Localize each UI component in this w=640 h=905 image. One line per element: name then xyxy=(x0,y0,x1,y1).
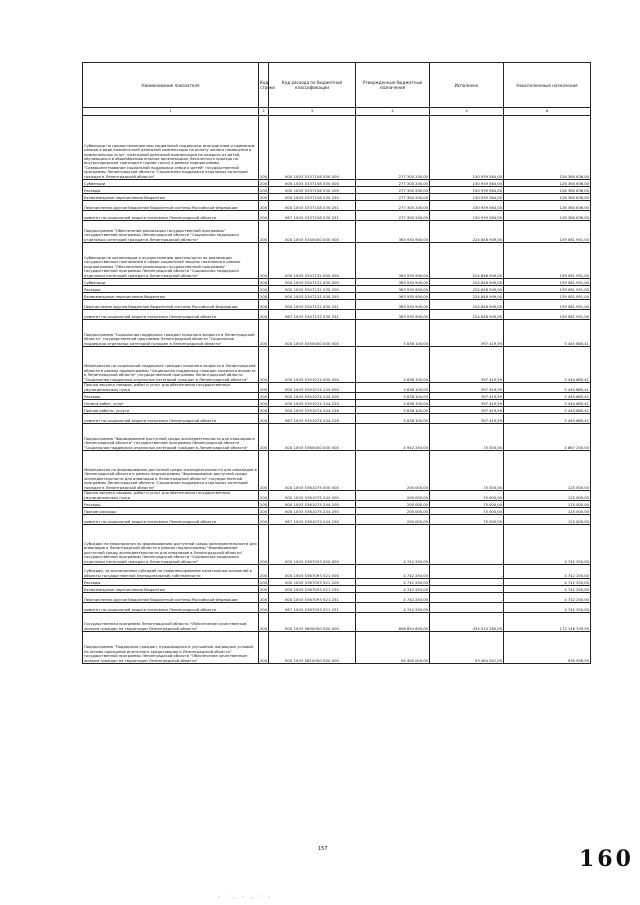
cell-unexecuted: 139 081 951,00 xyxy=(504,310,591,320)
table-row xyxy=(83,603,591,613)
cell-classification-code: 000 1003 5337158 000 000 xyxy=(269,116,356,180)
cell-executed: 150 939 564,00 xyxy=(430,194,504,201)
cell-executed: - xyxy=(430,565,504,579)
cell-approved: 4 742 250,00 xyxy=(356,565,430,579)
cell-line-code: 200 xyxy=(259,347,269,383)
page-stamp-number: 160 xyxy=(579,846,634,872)
cell-unexecuted: 126 360 636,00 xyxy=(504,194,591,201)
cell-unexecuted: 5 440 680,41 xyxy=(504,407,591,414)
cell-unexecuted: 139 081 951,00 xyxy=(504,243,591,279)
cell-line-code: 200 xyxy=(259,393,269,400)
scan-artifact xyxy=(215,893,275,901)
cell-approved: 277 300 200,00 xyxy=(356,116,430,180)
cell-approved: 277 300 200,00 xyxy=(356,180,430,187)
cell-unexecuted: 139 081 951,00 xyxy=(504,221,591,243)
table-row xyxy=(83,180,591,187)
cell-classification-code: 000 1003 5367093 521 251 xyxy=(269,593,356,603)
cell-approved: 4 742 250,00 xyxy=(356,593,430,603)
cell-unexecuted: 126 360 636,00 xyxy=(504,201,591,211)
cell-unexecuted: 5 440 680,41 xyxy=(504,393,591,400)
cell-indicator-name: комитет по социальной защите населения Ленинградской области xyxy=(83,211,259,221)
header-unexecuted: Неисполненные назначения xyxy=(504,63,591,108)
table-header-row xyxy=(83,63,591,108)
cell-approved: 5 838 100,00 xyxy=(356,320,430,347)
cell-classification-code: 000 1003 5351074 244 226 xyxy=(269,407,356,414)
cell-classification-code: 000 1003 5351074 000 000 xyxy=(269,347,356,383)
cell-line-code: 200 xyxy=(259,491,269,501)
cell-line-code: 200 xyxy=(259,613,269,632)
cell-classification-code: 000 1003 5337158 530 250 xyxy=(269,194,356,201)
table-row xyxy=(83,293,591,300)
cell-unexecuted: 126 360 636,00 xyxy=(504,180,591,187)
column-number: 1 xyxy=(83,108,259,116)
cell-line-code: 200 xyxy=(259,187,269,194)
cell-classification-code: 000 1003 5337158 530 251 xyxy=(269,201,356,211)
table-row xyxy=(83,347,591,383)
cell-indicator-name: Расходы xyxy=(83,579,259,586)
cell-unexecuted: 5 440 680,41 xyxy=(504,414,591,424)
cell-indicator-name: Государственная программа Ленинградской области "Обеспечение качественным жильем граждан на территории Ленинградской области" xyxy=(83,613,259,632)
cell-line-code: 200 xyxy=(259,501,269,508)
cell-indicator-name: Подпрограмма "Социальная поддержка граждан пожилого возраста в Ленинградской области" государственной программы Ленинградской области "Социальная поддержка отдельных категорий граждан в Ленинградской области" xyxy=(83,320,259,347)
column-number: 5 xyxy=(430,108,504,116)
cell-line-code: 200 xyxy=(259,320,269,347)
cell-classification-code: 987 1003 5347132 530 251 xyxy=(269,310,356,320)
cell-line-code: 200 xyxy=(259,383,269,393)
cell-line-code: 200 xyxy=(259,525,269,565)
cell-executed: - xyxy=(430,525,504,565)
cell-line-code: 200 xyxy=(259,515,269,525)
cell-classification-code: 987 1003 5337158 530 251 xyxy=(269,211,356,221)
cell-executed: - xyxy=(430,579,504,586)
cell-indicator-name: Расходы xyxy=(83,187,259,194)
cell-executed: 224 848 949,00 xyxy=(430,243,504,279)
cell-approved: 200 000,00 xyxy=(356,508,430,515)
cell-indicator-name: Расходы xyxy=(83,286,259,293)
cell-approved: 4 742 250,00 xyxy=(356,579,430,586)
cell-approved: 200 000,00 xyxy=(356,491,430,501)
cell-executed: 150 939 564,00 xyxy=(430,116,504,180)
cell-approved: 363 930 900,00 xyxy=(356,286,430,293)
cell-approved: 5 838 100,00 xyxy=(356,347,430,383)
table-row xyxy=(83,593,591,603)
cell-indicator-name: Субвенции по предоставлению мер социальной поддержки многодетным и приемным семьям в виде ежемесячной денежной компенсации на оплату жилого помещения и коммунальных услуг, ежегодной денежной компенсации на каждого из детей, обучающихся в общеобразовательных организациях, бесплатного проезда на внутригородском транспорте (кроме такси) в рамках подпрограммы "Совершенствование социальной поддержки семьи и детей" государственной программы Ленинградской области "Социальная поддержка отдельных категорий граждан в Ленинградской области" xyxy=(83,116,259,180)
table-row xyxy=(83,279,591,286)
cell-executed: 150 939 564,00 xyxy=(430,180,504,187)
table-row xyxy=(83,221,591,243)
cell-executed: 224 848 949,00 xyxy=(430,293,504,300)
cell-unexecuted: 125 000,00 xyxy=(504,451,591,491)
cell-approved: 200 000,00 xyxy=(356,515,430,525)
table-row xyxy=(83,424,591,451)
cell-approved: 606 654 600,00 xyxy=(356,613,430,632)
cell-classification-code: 000 1003 5351074 244 000 xyxy=(269,383,356,393)
cell-line-code: 200 xyxy=(259,293,269,300)
table-row xyxy=(83,501,591,508)
cell-approved: 363 930 900,00 xyxy=(356,293,430,300)
cell-classification-code: 000 1003 5610000 000 000 xyxy=(269,632,356,664)
cell-approved: 277 300 200,00 xyxy=(356,201,430,211)
cell-approved: 5 838 100,00 xyxy=(356,393,430,400)
cell-unexecuted: 126 360 636,00 xyxy=(504,187,591,194)
table-row xyxy=(83,414,591,424)
cell-executed: 75 000,00 xyxy=(430,491,504,501)
cell-line-code: 200 xyxy=(259,116,269,180)
cell-approved: 4 742 250,00 xyxy=(356,525,430,565)
column-number: 2 xyxy=(259,108,269,116)
cell-indicator-name: Безвозмездные перечисления бюджетам xyxy=(83,293,259,300)
cell-line-code: 200 xyxy=(259,221,269,243)
cell-approved: 363 930 900,00 xyxy=(356,279,430,286)
cell-classification-code: 000 1003 5347132 000 000 xyxy=(269,243,356,279)
cell-classification-code: 000 1003 5337158 530 000 xyxy=(269,180,356,187)
cell-unexecuted: 172 146 339,95 xyxy=(504,613,591,632)
cell-executed: - xyxy=(430,603,504,613)
cell-indicator-name: Мероприятия по формированию доступной среды жизнедеятельности для инвалидов в Ленинградской области в рамках подпрограммы "Формирование доступной среды жизнедеятельности для инвалидов в Ленинградской области" государственной программы Ленинградской области "Социальная поддержка отдельных категорий граждан в Ленинградской области" xyxy=(83,451,259,491)
cell-executed: 397 419,59 xyxy=(430,407,504,414)
cell-approved: 363 930 900,00 xyxy=(356,243,430,279)
cell-line-code: 200 xyxy=(259,201,269,211)
table-row xyxy=(83,491,591,501)
cell-line-code: 200 xyxy=(259,407,269,414)
cell-executed: 75 000,00 xyxy=(430,501,504,508)
cell-classification-code: 000 1003 5337158 530 200 xyxy=(269,187,356,194)
cell-indicator-name: Перечисления другим бюджетам бюджетной системы Российской Федерации xyxy=(83,201,259,211)
cell-indicator-name: Прочие работы, услуги xyxy=(83,407,259,414)
cell-approved: 277 300 200,00 xyxy=(356,187,430,194)
cell-approved: 5 838 100,00 xyxy=(356,407,430,414)
cell-classification-code: 000 1003 5367093 521 000 xyxy=(269,565,356,579)
cell-executed: 150 939 564,00 xyxy=(430,201,504,211)
cell-executed: 224 848 949,00 xyxy=(430,300,504,310)
cell-line-code: 200 xyxy=(259,565,269,579)
cell-approved: 4 742 250,00 xyxy=(356,586,430,593)
column-number: 4 xyxy=(356,108,430,116)
cell-line-code: 200 xyxy=(259,586,269,593)
cell-indicator-name: Безвозмездные перечисления бюджетам xyxy=(83,586,259,593)
cell-executed: 150 939 564,00 xyxy=(430,187,504,194)
cell-line-code: 200 xyxy=(259,603,269,613)
cell-line-code: 200 xyxy=(259,400,269,407)
cell-indicator-name: Безвозмездные перечисления бюджетам xyxy=(83,194,259,201)
cell-unexecuted: 4 742 250,00 xyxy=(504,525,591,565)
cell-indicator-name: Прочая закупка товаров, работ и услуг для обеспечения государственных (муниципальных) нужд xyxy=(83,383,259,393)
cell-indicator-name: Субвенции по организации и осуществлению деятельности по реализации государственных полномочий в сфере социальной защиты населения в рамках подпрограммы "Обеспечение реализации государственной программы" государственной программы Ленинградской области "Социальная поддержка отдельных категорий граждан в Ленинградской области" xyxy=(83,243,259,279)
cell-classification-code: 987 1003 5361075 244 290 xyxy=(269,515,356,525)
cell-unexecuted: 125 000,00 xyxy=(504,508,591,515)
table-row xyxy=(83,632,591,664)
cell-indicator-name: Мероприятия по социальной поддержке граждан пожилого возраста в Ленинградской области в рамках подпрограммы "Социальная поддержка граждан пожилого возраста в Ленинградской области" государственной программы Ленинградской области "Социальная поддержка отдельных категорий граждан в Ленинградской области" xyxy=(83,347,259,383)
cell-unexecuted: 935 958,95 xyxy=(504,632,591,664)
cell-indicator-name: Подпрограмма "Поддержка граждан, нуждающихся в улучшении жилищных условий, на основе принципов ипотечного кредитования в Ленинградской области" государственной программы Ленинградской области "Обеспечение качественным жильем граждан на территории Ленинградской области" xyxy=(83,632,259,664)
cell-line-code: 200 xyxy=(259,279,269,286)
cell-line-code: 200 xyxy=(259,414,269,424)
table-row xyxy=(83,286,591,293)
cell-unexecuted: 4 742 250,00 xyxy=(504,586,591,593)
cell-indicator-name: Прочие расходы xyxy=(83,508,259,515)
cell-executed: 434 510 260,05 xyxy=(430,613,504,632)
cell-indicator-name: Подпрограмма "Формирование доступной среды жизнедеятельности для инвалидов в Ленинградской области" государственной программы Ленинградской области "Социальная поддержка отдельных категорий граждан в Ленинградской области" xyxy=(83,424,259,451)
cell-classification-code: 000 1003 5367093 521 200 xyxy=(269,579,356,586)
cell-executed: 397 419,59 xyxy=(430,400,504,407)
cell-classification-code: 987 1003 5367093 521 251 xyxy=(269,603,356,613)
table-row xyxy=(83,300,591,310)
cell-unexecuted: 139 081 951,00 xyxy=(504,293,591,300)
cell-unexecuted: 139 081 951,00 xyxy=(504,286,591,293)
cell-approved: 363 930 900,00 xyxy=(356,310,430,320)
cell-unexecuted: 4 742 250,00 xyxy=(504,565,591,579)
cell-classification-code: 000 1003 5351074 244 200 xyxy=(269,393,356,400)
cell-unexecuted: 5 440 680,41 xyxy=(504,383,591,393)
cell-indicator-name: Прочая закупка товаров, работ и услуг для обеспечения государственных (муниципальных) нужд xyxy=(83,491,259,501)
header-line-code: Код строки xyxy=(259,63,269,108)
cell-indicator-name: комитет по социальной защите населения Ленинградской области xyxy=(83,310,259,320)
cell-unexecuted: 5 440 680,41 xyxy=(504,320,591,347)
cell-line-code: 200 xyxy=(259,194,269,201)
cell-executed: 397 419,59 xyxy=(430,320,504,347)
table-row xyxy=(83,383,591,393)
cell-unexecuted: 4 867 250,00 xyxy=(504,424,591,451)
table-row xyxy=(83,525,591,565)
cell-approved: 277 300 200,00 xyxy=(356,211,430,221)
cell-line-code: 200 xyxy=(259,211,269,221)
cell-executed: 224 848 949,00 xyxy=(430,279,504,286)
cell-approved: 363 930 900,00 xyxy=(356,300,430,310)
cell-executed: 224 848 949,00 xyxy=(430,310,504,320)
cell-classification-code: 000 1003 5600000 000 000 xyxy=(269,613,356,632)
column-number-row xyxy=(83,108,591,116)
cell-executed: 75 000,00 xyxy=(430,451,504,491)
cell-executed: 150 939 564,00 xyxy=(430,211,504,221)
cell-classification-code: 000 1003 5347132 530 000 xyxy=(269,279,356,286)
cell-classification-code: 987 1003 5351074 244 226 xyxy=(269,414,356,424)
cell-executed: - xyxy=(430,593,504,603)
table-row xyxy=(83,508,591,515)
cell-line-code: 200 xyxy=(259,508,269,515)
cell-line-code: 200 xyxy=(259,451,269,491)
table-body xyxy=(83,116,591,664)
cell-executed: 224 848 949,00 xyxy=(430,221,504,243)
table-row xyxy=(83,515,591,525)
cell-line-code: 200 xyxy=(259,300,269,310)
cell-unexecuted: 125 000,00 xyxy=(504,515,591,525)
cell-classification-code: 000 1003 5347132 530 251 xyxy=(269,300,356,310)
column-number: 3 xyxy=(269,108,356,116)
cell-executed: 75 000,00 xyxy=(430,515,504,525)
cell-approved: 363 930 900,00 xyxy=(356,221,430,243)
cell-indicator-name: Подпрограмма "Обеспечение реализации государственной программы" государственной программы Ленинградской области "Социальная поддержка отдельных категорий граждан в Ленинградской области" xyxy=(83,221,259,243)
cell-line-code: 200 xyxy=(259,286,269,293)
table-row xyxy=(83,310,591,320)
cell-line-code: 200 xyxy=(259,310,269,320)
cell-unexecuted: 126 360 636,00 xyxy=(504,116,591,180)
cell-classification-code: 000 1003 5360000 000 000 xyxy=(269,424,356,451)
header-indicator-name: Наименование показателя xyxy=(83,63,259,108)
cell-indicator-name: комитет по социальной защите населения Ленинградской области xyxy=(83,414,259,424)
table-row xyxy=(83,211,591,221)
cell-indicator-name: Расходы xyxy=(83,501,259,508)
table-row xyxy=(83,565,591,579)
table-row xyxy=(83,393,591,400)
cell-executed: 75 000,00 xyxy=(430,508,504,515)
cell-classification-code: 000 1003 5361075 000 000 xyxy=(269,451,356,491)
cell-indicator-name: комитет по социальной защите населения Ленинградской области xyxy=(83,515,259,525)
table-row xyxy=(83,194,591,201)
cell-classification-code: 000 1003 5347132 530 200 xyxy=(269,286,356,293)
cell-approved: 5 838 100,00 xyxy=(356,400,430,407)
cell-executed: 75 000,00 xyxy=(430,424,504,451)
column-number: 6 xyxy=(504,108,591,116)
cell-approved: 5 838 100,00 xyxy=(356,383,430,393)
cell-classification-code: 000 1003 5367093 521 250 xyxy=(269,586,356,593)
table-row xyxy=(83,451,591,491)
table-row xyxy=(83,116,591,180)
cell-unexecuted: 5 440 680,41 xyxy=(504,400,591,407)
cell-line-code: 200 xyxy=(259,424,269,451)
table-row xyxy=(83,586,591,593)
table-row xyxy=(83,400,591,407)
table-row xyxy=(83,187,591,194)
page-number: 157 xyxy=(318,846,328,852)
budget-execution-table xyxy=(82,62,591,664)
cell-unexecuted: 125 000,00 xyxy=(504,491,591,501)
cell-unexecuted: 4 742 250,00 xyxy=(504,593,591,603)
cell-classification-code: 000 1003 5350000 000 000 xyxy=(269,320,356,347)
cell-approved: 200 000,00 xyxy=(356,451,430,491)
cell-indicator-name: Субсидии, за исключением субсидий на софинансирование капитальных вложений в объекты государственной (муниципальной) собственности xyxy=(83,565,259,579)
cell-line-code: 200 xyxy=(259,579,269,586)
cell-indicator-name: Перечисления другим бюджетам бюджетной системы Российской Федерации xyxy=(83,593,259,603)
cell-executed: 397 419,59 xyxy=(430,414,504,424)
cell-classification-code: 000 1003 5367093 000 000 xyxy=(269,525,356,565)
cell-approved: 200 000,00 xyxy=(356,501,430,508)
cell-indicator-name: Субсидии на мероприятия по формированию доступной среды жизнедеятельности для инвалидов в Ленинградской области в рамках подпрограммы "Формирование доступной среды жизнедеятельности для инвалидов в Ленинградской области" государственной программы Ленинградской области "Социальная поддержка отдельных категорий граждан в Ленинградской области" xyxy=(83,525,259,565)
cell-line-code: 200 xyxy=(259,243,269,279)
cell-classification-code: 000 1003 5361075 244 000 xyxy=(269,491,356,501)
cell-indicator-name: комитет по социальной защите населения Ленинградской области xyxy=(83,603,259,613)
table-row xyxy=(83,243,591,279)
cell-line-code: 200 xyxy=(259,632,269,664)
cell-indicator-name: Перечисления другим бюджетам бюджетной системы Российской Федерации xyxy=(83,300,259,310)
cell-indicator-name: Субвенции xyxy=(83,279,259,286)
cell-unexecuted: 4 742 250,00 xyxy=(504,603,591,613)
cell-unexecuted: 126 360 636,00 xyxy=(504,211,591,221)
cell-classification-code: 000 1003 5347132 530 250 xyxy=(269,293,356,300)
cell-indicator-name: Расходы xyxy=(83,393,259,400)
cell-indicator-name: Оплата работ, услуг xyxy=(83,400,259,407)
table-row xyxy=(83,407,591,414)
cell-executed: - xyxy=(430,586,504,593)
cell-approved: 277 300 200,00 xyxy=(356,194,430,201)
cell-executed: 397 419,59 xyxy=(430,393,504,400)
cell-classification-code: 000 1003 5361075 244 290 xyxy=(269,508,356,515)
cell-classification-code: 000 1003 5340000 000 000 xyxy=(269,221,356,243)
cell-classification-code: 000 1003 5351074 244 220 xyxy=(269,400,356,407)
cell-executed: 397 419,59 xyxy=(430,347,504,383)
header-executed: Исполнено xyxy=(430,63,504,108)
table-row xyxy=(83,320,591,347)
header-classification-code: Код расхода по бюджетной классификации xyxy=(269,63,356,108)
cell-approved: 94 400 000,00 xyxy=(356,632,430,664)
cell-unexecuted: 5 440 680,41 xyxy=(504,347,591,383)
cell-unexecuted: 125 000,00 xyxy=(504,501,591,508)
cell-approved: 4 942 250,00 xyxy=(356,424,430,451)
table-row xyxy=(83,613,591,632)
cell-unexecuted: 139 081 951,00 xyxy=(504,300,591,310)
cell-unexecuted: 139 081 951,00 xyxy=(504,279,591,286)
cell-executed: 224 848 949,00 xyxy=(430,286,504,293)
header-approved: Утвержденные бюджетные назначения xyxy=(356,63,430,108)
cell-approved: 5 838 100,00 xyxy=(356,414,430,424)
cell-unexecuted: 4 742 250,00 xyxy=(504,579,591,586)
cell-classification-code: 000 1003 5361075 244 200 xyxy=(269,501,356,508)
cell-indicator-name: Субвенции xyxy=(83,180,259,187)
cell-line-code: 200 xyxy=(259,180,269,187)
cell-approved: 4 742 250,00 xyxy=(356,603,430,613)
cell-line-code: 200 xyxy=(259,593,269,603)
table-row xyxy=(83,201,591,211)
table-row xyxy=(83,579,591,586)
cell-executed: 397 419,59 xyxy=(430,383,504,393)
cell-executed: 93 464 041,05 xyxy=(430,632,504,664)
